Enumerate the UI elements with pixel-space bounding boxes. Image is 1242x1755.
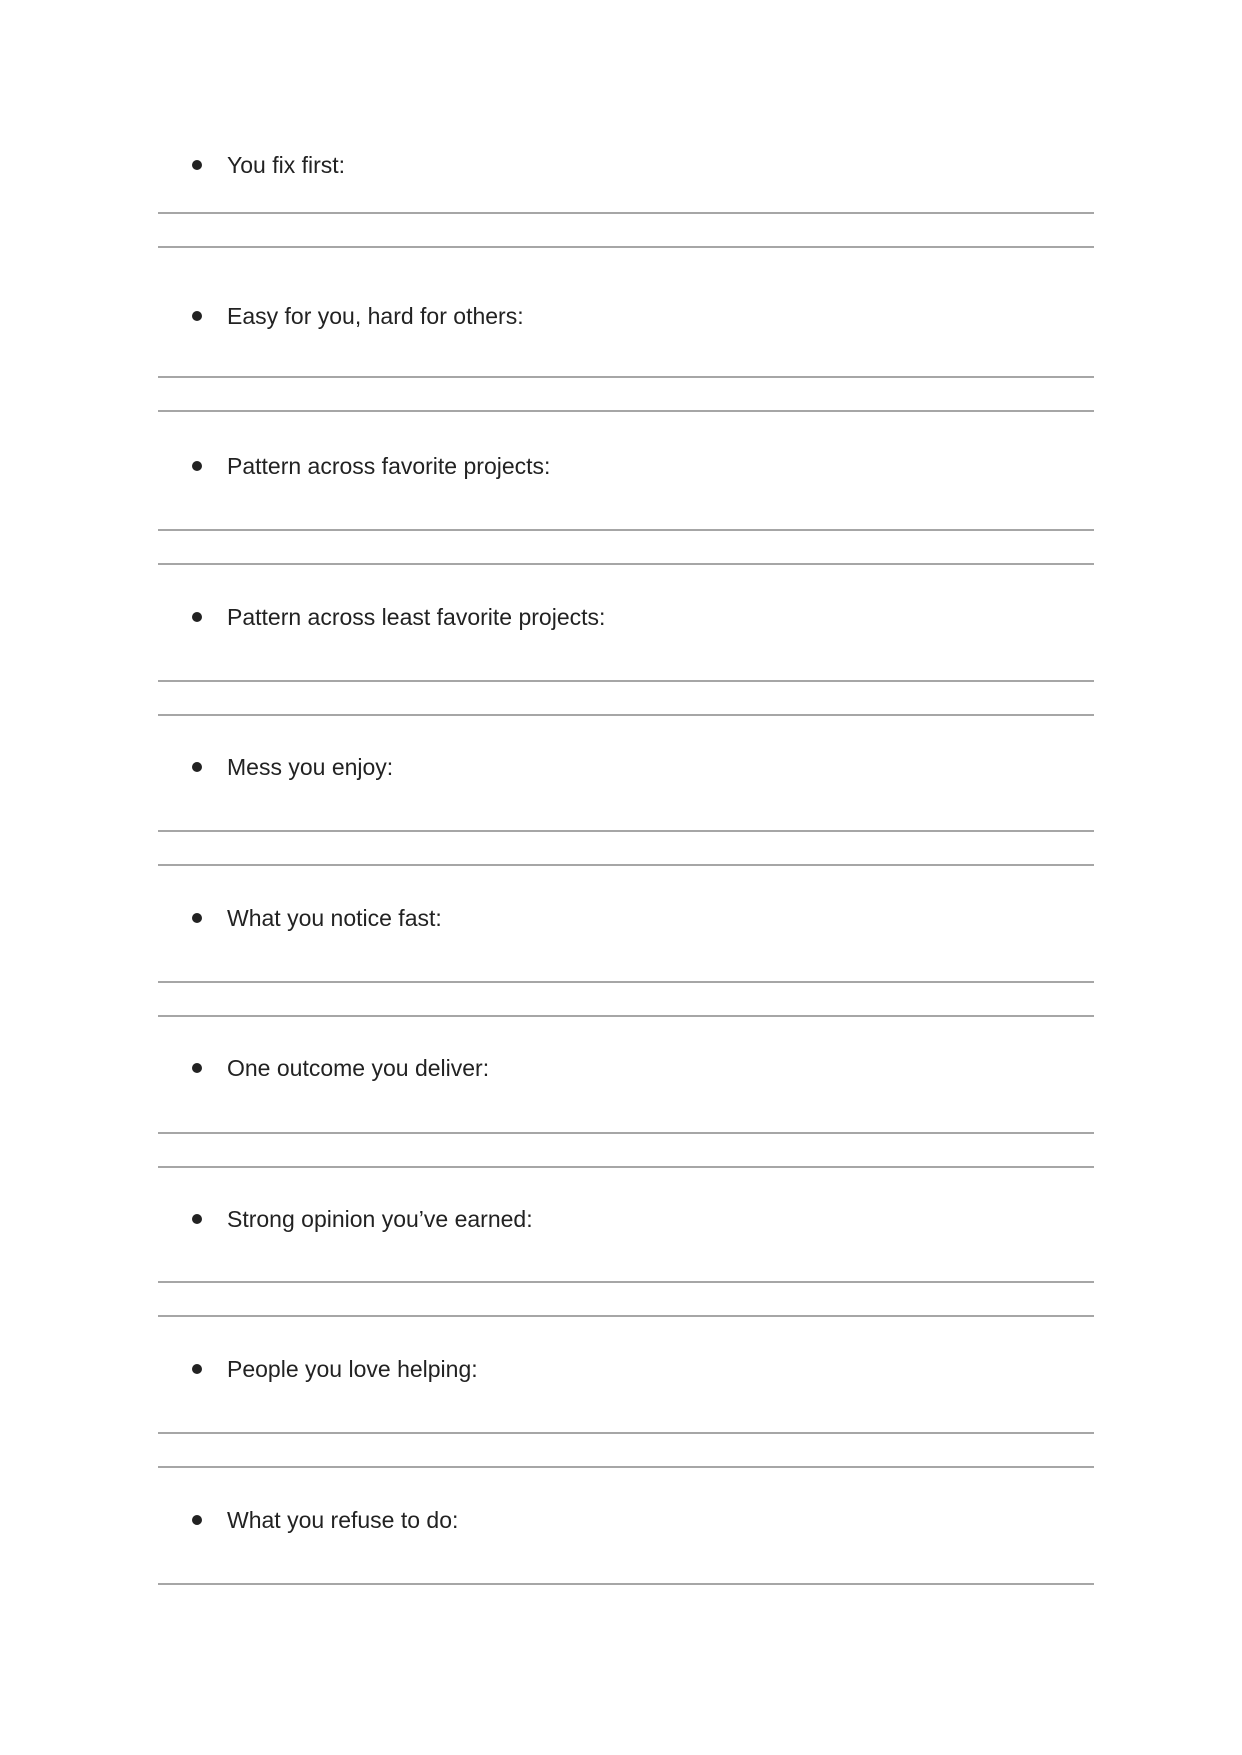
answer-line[interactable] bbox=[158, 212, 1094, 214]
answer-line[interactable] bbox=[158, 1432, 1094, 1434]
prompt-label: People you love helping: bbox=[227, 1356, 478, 1382]
bullet-icon bbox=[192, 311, 202, 321]
answer-line[interactable] bbox=[158, 1583, 1094, 1585]
answer-line[interactable] bbox=[158, 1315, 1094, 1317]
bullet-icon bbox=[192, 762, 202, 772]
answer-line[interactable] bbox=[158, 1466, 1094, 1468]
answer-line[interactable] bbox=[158, 563, 1094, 565]
prompt-label: Mess you enjoy: bbox=[227, 754, 394, 780]
bullet-icon bbox=[192, 160, 202, 170]
answer-line[interactable] bbox=[158, 864, 1094, 866]
bullet-icon bbox=[192, 1214, 202, 1224]
prompt-label: What you refuse to do: bbox=[227, 1507, 459, 1533]
prompt-label: Easy for you, hard for others: bbox=[227, 303, 524, 329]
answer-line[interactable] bbox=[158, 1281, 1094, 1283]
prompt-label: Pattern across least favorite projects: bbox=[227, 604, 606, 630]
answer-line[interactable] bbox=[158, 981, 1094, 983]
prompt-label: One outcome you deliver: bbox=[227, 1055, 490, 1081]
prompt-label: What you notice fast: bbox=[227, 905, 442, 931]
prompt-label: Strong opinion you’ve earned: bbox=[227, 1206, 533, 1232]
answer-line[interactable] bbox=[158, 714, 1094, 716]
answer-line[interactable] bbox=[158, 246, 1094, 248]
answer-line[interactable] bbox=[158, 529, 1094, 531]
bullet-icon bbox=[192, 1063, 202, 1073]
answer-line[interactable] bbox=[158, 1166, 1094, 1168]
prompt-label: You fix first: bbox=[227, 152, 346, 178]
answer-line[interactable] bbox=[158, 410, 1094, 412]
answer-line[interactable] bbox=[158, 376, 1094, 378]
bullet-icon bbox=[192, 1515, 202, 1525]
bullet-icon bbox=[192, 913, 202, 923]
bullet-icon bbox=[192, 612, 202, 622]
answer-line[interactable] bbox=[158, 1132, 1094, 1134]
answer-line[interactable] bbox=[158, 830, 1094, 832]
bullet-icon bbox=[192, 461, 202, 471]
answer-line[interactable] bbox=[158, 680, 1094, 682]
prompt-label: Pattern across favorite projects: bbox=[227, 453, 551, 479]
answer-line[interactable] bbox=[158, 1015, 1094, 1017]
bullet-icon bbox=[192, 1364, 202, 1374]
